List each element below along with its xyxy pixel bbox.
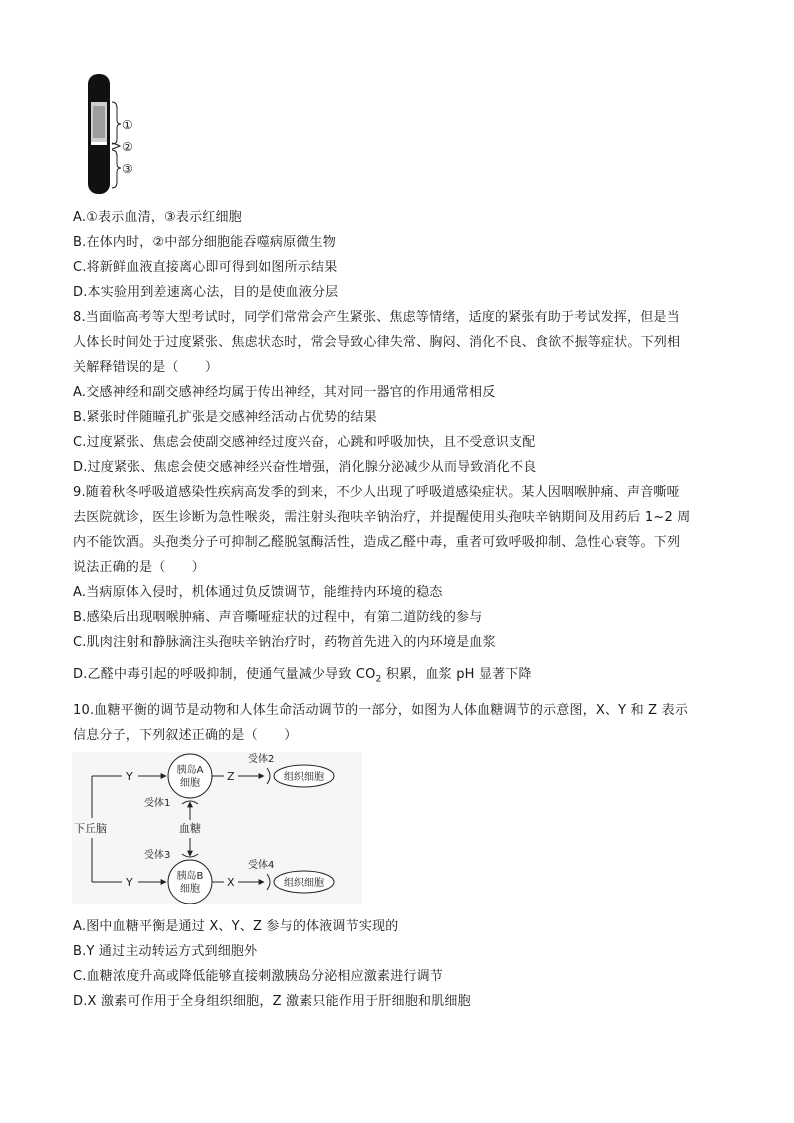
q10-stem-line-1: 10.血糖平衡的调节是动物和人体生命活动调节的一部分，如图为人体血糖调节的示意图，X、Y 和 Z 表示 — [73, 703, 689, 718]
tube-label-2: ② — [122, 140, 133, 154]
blood-sugar-diagram — [72, 752, 362, 904]
q9-option-d-text-2: 积累，血浆 pH 显著下降 — [381, 667, 532, 682]
q9-option-a: A.当病原体入侵时，机体通过负反馈调节，能维持内环境的稳态 — [73, 585, 443, 600]
q8-stem-line-3: 关解释错误的是（ ） — [73, 360, 219, 375]
receptor-2-label: 受体2 — [248, 754, 275, 765]
q8-option-c: C.过度紧张、焦虑会使副交感神经过度兴奋，心跳和呼吸加快，且不受意识支配 — [73, 435, 536, 450]
tissue-cell-top-label: 组织细胞 — [284, 772, 324, 783]
q8-stem-line-2: 人体长时间处于过度紧张、焦虑状态时，常会导致心律失常、胸闷、消化不良、食欲不振等症状。下列相 — [73, 335, 681, 350]
q10-option-b: B.Y 通过主动转运方式到细胞外 — [73, 944, 258, 959]
q10-option-c: C.血糖浓度升高或降低能够直接刺激胰岛分泌相应激素进行调节 — [73, 969, 444, 984]
test-tube-figure — [84, 72, 154, 196]
q8-option-b: B.紧张时伴随瞳孔扩张是交感神经活动占优势的结果 — [73, 410, 377, 425]
q7-option-c: C.将新鲜血液直接离心即可得到如图所示结果 — [73, 260, 338, 275]
x-label: X — [227, 876, 235, 889]
tube-buffy-layer — [91, 142, 107, 145]
q7-option-a: A.①表示血清，③表示红细胞 — [73, 210, 242, 225]
q9-option-b: B.感染后出现咽喉肿痛、声音嘶哑症状的过程中，有第二道防线的参与 — [73, 610, 483, 625]
hypothalamus-label: 下丘脑 — [74, 822, 107, 835]
islet-b-label-line-1: 胰岛B — [176, 871, 204, 882]
q9-stem-line-3: 内不能饮酒。头孢类分子可抑制乙醛脱氢酶活性，造成乙醛中毒，重者可致呼吸抑制、急性心衰等。下列 — [73, 535, 681, 550]
q9-option-d-subscript: 2 — [375, 674, 382, 685]
q9-option-c: C.肌肉注射和静脉滴注头孢呋辛钠治疗时，药物首先进入的内环境是血浆 — [73, 635, 496, 650]
islet-b-label-line-2: 细胞 — [180, 884, 200, 895]
q9-stem-line-4: 说法正确的是（ ） — [73, 560, 206, 575]
y-label-bottom: Y — [126, 876, 133, 889]
islet-a-label-line-1: 胰岛A — [176, 765, 204, 776]
brace-1 — [112, 102, 121, 144]
brace-3 — [112, 150, 121, 188]
z-label: Z — [227, 770, 235, 783]
y-label-top: Y — [126, 770, 133, 783]
q8-option-a: A.交感神经和副交感神经均属于传出神经，其对同一器官的作用通常相反 — [73, 385, 496, 400]
q10-option-a: A.图中血糖平衡是通过 X、Y、Z 参与的体液调节实现的 — [73, 919, 399, 934]
q9-stem-line-2: 去医院就诊，医生诊断为急性喉炎，需注射头孢呋辛钠治疗，并提醒使用头孢呋辛钠期间及用药后 1~2 周 — [73, 510, 691, 525]
q9-stem-line-1: 9.随着秋冬呼吸道感染性疾病高发季的到来，不少人出现了呼吸道感染症状。某人因咽喉肿痛、声音嘶哑 — [73, 485, 680, 500]
q9-option-d-text-1: D.乙醛中毒引起的呼吸抑制，使通气量减少导致 CO — [73, 667, 376, 682]
q8-stem-line-1: 8.当面临高考等大型考试时，同学们常常会产生紧张、焦虑等情绪，适度的紧张有助于考试发挥，但是当 — [73, 310, 680, 325]
receptor-4-label: 受体4 — [248, 860, 275, 871]
q8-option-d: D.过度紧张、焦虑会使交感神经兴奋性增强，消化腺分泌减少从而导致消化不良 — [73, 460, 537, 475]
q7-option-b: B.在体内时，②中部分细胞能吞噬病原微生物 — [73, 235, 336, 250]
islet-b-cell — [168, 860, 212, 904]
islet-a-cell — [168, 754, 212, 798]
q7-option-d: D.本实验用到差速离心法，目的是使血液分层 — [73, 285, 339, 300]
q10-option-d: D.X 激素可作用于全身组织细胞，Z 激素只能作用于肝细胞和肌细胞 — [73, 994, 471, 1009]
islet-a-label-line-2: 细胞 — [180, 778, 200, 789]
tube-label-1: ① — [122, 118, 133, 132]
tube-label-3: ③ — [122, 162, 133, 176]
tissue-cell-bottom-label: 组织细胞 — [284, 878, 324, 889]
q10-stem-line-2: 信息分子，下列叙述正确的是（ ） — [73, 728, 298, 743]
receptor-3-label: 受体3 — [144, 850, 171, 861]
q9-option-d — [73, 666, 532, 684]
receptor-1-label: 受体1 — [144, 798, 171, 809]
blood-sugar-label: 血糖 — [179, 822, 201, 835]
